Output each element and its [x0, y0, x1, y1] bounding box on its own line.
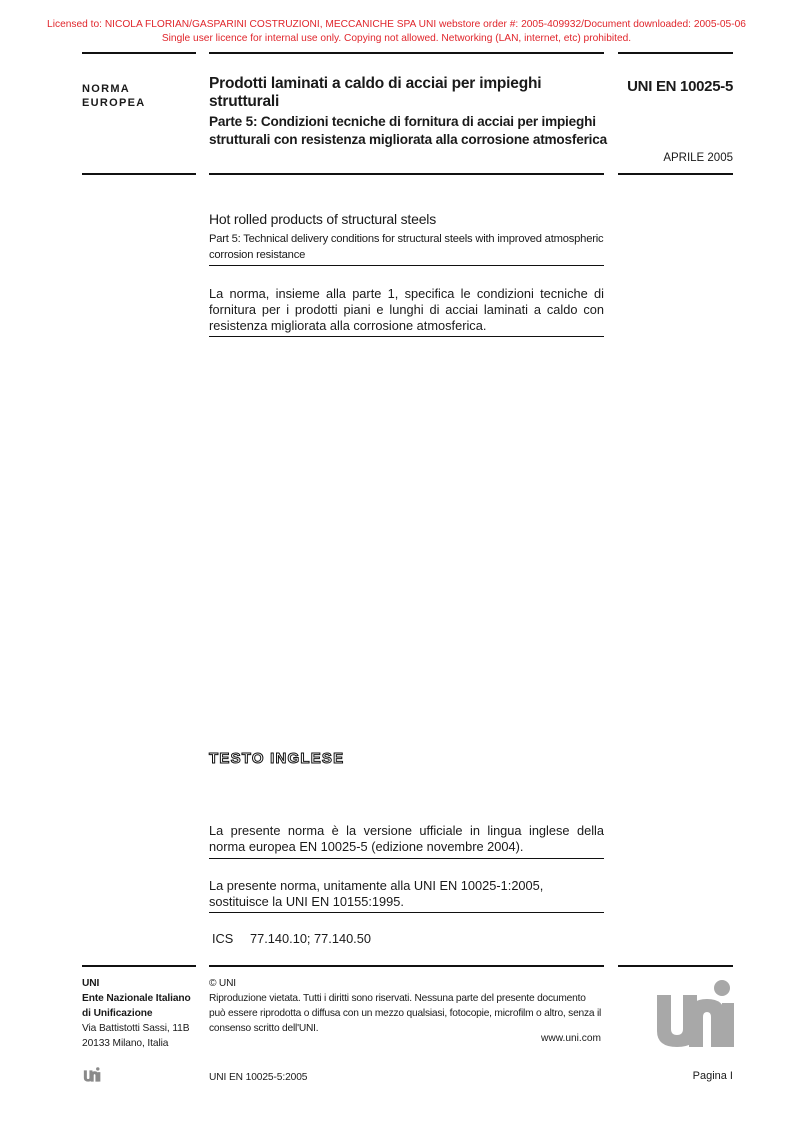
uni-logo: [655, 979, 735, 1049]
scope-description: La norma, insieme alla parte 1, specifica le condizioni tecniche di fornitura per i prodotti piani e lunghi di acciai laminati a caldo con resistenza migliorata alla corrosione atmosferica.: [209, 286, 604, 333]
bottom-rule-right: [618, 965, 733, 967]
publisher-full-name-2: di Unificazione: [82, 1008, 153, 1019]
europea-line: EUROPEA: [82, 97, 146, 109]
top-rule-right: [618, 52, 733, 54]
official-version-note: La presente norma è la versione ufficiale in lingua inglese della norma europea EN 10025-5 (edizione novembre 2004).: [209, 823, 604, 854]
bottom-rule-left: [82, 965, 196, 967]
license-notice: [0, 18, 793, 45]
footer-page-number: Pagina I: [692, 1070, 733, 1082]
norma-line: NORMA: [82, 83, 131, 95]
copyright-label: © UNI: [209, 978, 236, 989]
norma-europea-label: [82, 82, 146, 110]
replacement-rule: [209, 912, 604, 913]
header-rule-middle: [209, 173, 604, 175]
uni-logo-small: [82, 1067, 102, 1082]
title-english: Hot rolled products of structural steels: [209, 211, 436, 227]
header-rule-left: [82, 173, 196, 175]
license-line-1: Licensed to: NICOLA FLORIAN/GASPARINI COSTRUZIONI, MECCANICHE SPA UNI webstore order #: 2005-409932/Document downloaded: 2005-05-06: [47, 19, 746, 30]
publisher-name: UNI: [82, 978, 100, 989]
header-rule-right: [618, 173, 733, 175]
top-rule-middle: [209, 52, 604, 54]
copyright-notice: [209, 976, 604, 1036]
english-text-heading: TESTO INGLESE: [209, 750, 345, 767]
website-link[interactable]: www.uni.com: [540, 1033, 601, 1044]
footer-document-code: UNI EN 10025-5:2005: [209, 1072, 308, 1083]
top-rule-left: [82, 52, 196, 54]
publication-date: APRILE 2005: [663, 152, 733, 164]
english-title-rule: [209, 265, 604, 266]
subtitle-english: Part 5: Technical delivery conditions for structural steels with improved atmospheric corrosion resistance: [209, 233, 604, 261]
license-line-2: Single user licence for internal use only. Copying not allowed. Networking (LAN, internet, etc) prohibited.: [161, 32, 632, 44]
bottom-rule-middle: [209, 965, 604, 967]
title-italian: Prodotti laminati a caldo di acciai per impieghi strutturali: [209, 75, 542, 110]
description-rule: [209, 336, 604, 337]
subtitle-italian: Parte 5: Condizioni tecniche di fornitura di acciai per impieghi strutturali con resistenza migliorata alla corrosione atmosferica: [209, 114, 607, 147]
copyright-text: Riproduzione vietata. Tutti i diritti sono riservati. Nessuna parte del presente documento può essere riprodotta o diffusa con un mezzo qualsiasi, fotocopie, microfilm o altro, senza il consenso scritto dell'UNI.: [209, 993, 602, 1034]
replacement-note: La presente norma, unitamente alla UNI EN 10025-1:2005, sostituisce la UNI EN 10155:1995.: [209, 878, 544, 909]
standard-code: UNI EN 10025-5: [627, 78, 733, 95]
publisher-full-name-1: Ente Nazionale Italiano: [82, 993, 191, 1004]
official-version-rule: [209, 858, 604, 859]
ics-classification: [212, 931, 371, 946]
publisher-address-2: 20133 Milano, Italia: [82, 1038, 169, 1049]
ics-label: ICS: [212, 931, 234, 946]
publisher-address-1: Via Battistotti Sassi, 11B: [82, 1023, 190, 1034]
publisher-info: [82, 976, 191, 1051]
ics-value: 77.140.10; 77.140.50: [250, 931, 371, 946]
